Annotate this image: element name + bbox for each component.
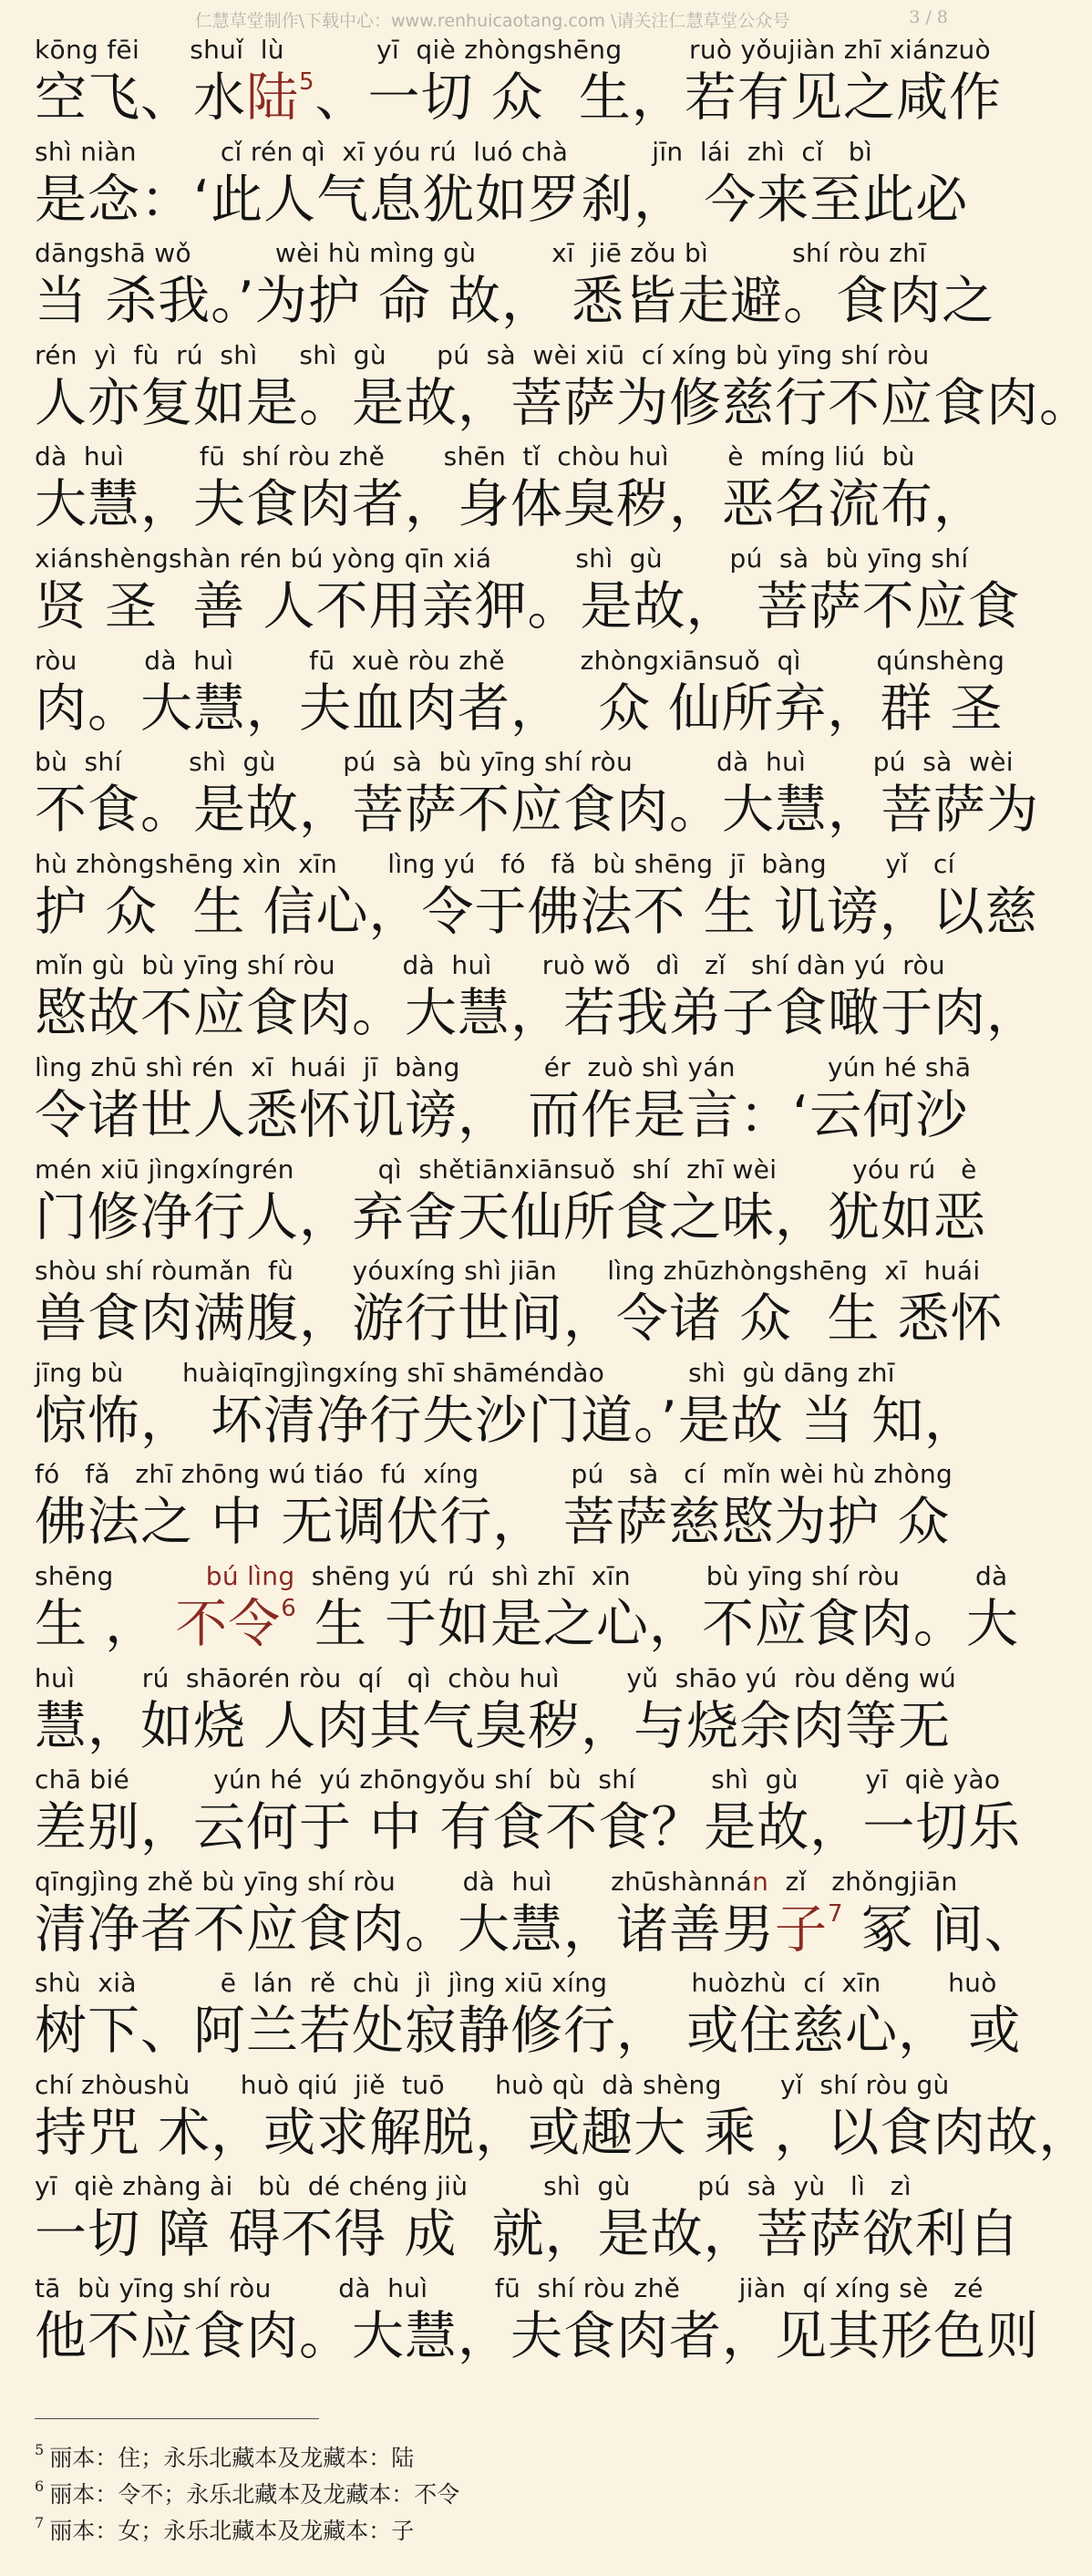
footnote-divider	[35, 2418, 319, 2419]
hanzi-row: 清净者不应食肉。大慧，诸善男子$^7$ 冢 间、	[35, 1898, 1037, 1960]
text-line	[35, 1459, 955, 1561]
footnote-text: 丽本：女；永乐北藏本及龙藏本：子	[49, 2518, 415, 2544]
text-line	[35, 645, 1005, 748]
footnote-ref[interactable]: 7	[828, 1899, 844, 1928]
text-line	[35, 1866, 1037, 1969]
pinyin-row: tā bù yīng shí ròu dà huì fū shí ròu zhě jiàn qí xíng sè zé	[35, 2273, 984, 2304]
text-line	[35, 747, 1039, 849]
text-line	[35, 848, 1038, 951]
pinyin-row: shòu shí ròumǎn fù yóuxíng shì jiān lìng zhūzhòngshēng xī huái	[35, 1256, 981, 1287]
text-line	[35, 2171, 1021, 2273]
text-line	[35, 543, 1021, 646]
pinyin-row: dà huì fū shí ròu zhě shēn tǐ chòu huì è míng liú bù	[35, 441, 915, 472]
hanzi-row: 惊怖， 坏清净行失沙门道。’是故 当 知，	[35, 1390, 977, 1451]
footnote-text: 丽本：住；永乐北藏本及龙藏本：陆	[49, 2445, 415, 2471]
text-line	[35, 1051, 972, 1154]
pinyin-row: hù zhòngshēng xìn xīn lìng yú fó fǎ bù shēng jī bàng yǐ cí	[35, 848, 955, 879]
pinyin-row: huì rú shāorén ròu qí qì chòu huì yǔ shāo yú ròu děng wú	[35, 1662, 957, 1693]
pinyin-row: bù shí shì gù pú sà bù yīng shí ròu dà huì pú sà wèi	[35, 747, 1014, 778]
page-header	[0, 5, 984, 31]
hanzi-row: 佛法之 中 无调伏行， 菩萨慈愍为护 众	[35, 1492, 951, 1553]
hanzi-row: 贤 圣 善 人不用亲狎。是故， 菩萨不应食	[35, 575, 1021, 636]
hanzi-row: 他不应食肉。大慧，夫食肉者，见其形色则	[35, 2306, 1039, 2367]
sutra-text	[35, 35, 1092, 2375]
pinyin-variant: bú lìng	[205, 1560, 295, 1591]
variant-character: 子	[775, 1898, 828, 1960]
footnote-number: 7	[35, 2514, 45, 2531]
pinyin-row: fó fǎ zhī zhōng wú tiáo fú xíng pú sà cí mǐn wèi hù zhòng	[35, 1459, 953, 1490]
text-line	[35, 1764, 1022, 1867]
footnote-number: 5	[35, 2441, 45, 2458]
text-line	[35, 1560, 1020, 1663]
pinyin-row: shì niàn cǐ rén qì xī yóu rú luó chà jīn lái zhì cǐ bì	[35, 136, 872, 167]
footnote-item	[35, 2477, 946, 2513]
hanzi-row: 差别，云何于 中 有食不食？是故，一切乐	[35, 1797, 1022, 1858]
text-line	[35, 950, 1039, 1052]
hanzi-row: 空飞、水陆$^5$、一切 众 生，若有见之咸作	[35, 67, 1002, 128]
footnote-item	[35, 2513, 946, 2550]
hanzi-row: 慧，如烧 人肉其气臭秽，与烧余肉等无	[35, 1695, 952, 1756]
footnotes	[35, 2440, 946, 2550]
footnote-text: 丽本：令不；永乐北藏本及龙藏本：不令	[49, 2481, 460, 2508]
hanzi-row: 生 ， 不令$^6$ 生 于如是之心，不应食肉。大	[35, 1593, 1020, 1654]
pinyin-row: mǐn gù bù yīng shí ròu dà huì ruò wǒ dì zǐ shí dàn yú ròu	[35, 950, 945, 981]
variant-character: 陆	[246, 67, 299, 128]
footnote-item	[35, 2440, 946, 2477]
pinyin-row: lìng zhū shì rén xī huái jī bàng ér zuò shì yán yún hé shā	[35, 1051, 972, 1082]
text-line	[35, 238, 995, 340]
hanzi-row: 护 众 生 信心，令于佛法不 生 讥谤，以慈	[35, 881, 1038, 942]
pinyin-row: jīng bù huàiqīngjìngxíng shī shāméndào shì gù dāng zhī	[35, 1357, 895, 1388]
hanzi-row: 持咒 术，或求解脱，或趣大 乘 ，以食肉故，	[35, 2102, 1092, 2163]
text-line	[35, 441, 986, 543]
page-number: 3 / 8	[909, 7, 948, 27]
hanzi-row: 愍故不应食肉。大慧，若我弟子食噉于肉，	[35, 983, 1039, 1044]
text-line	[35, 1154, 986, 1257]
hanzi-row: 门修净行人，弃舍天仙所食之味，犹如恶	[35, 1186, 986, 1247]
text-line	[35, 1357, 977, 1460]
variant-character: 不令	[175, 1593, 282, 1654]
pinyin-row: ròu dà huì fū xuè ròu zhě zhòngxiānsuǒ qì qúnshèng	[35, 645, 1005, 676]
hanzi-row: 不食。是故，菩萨不应食肉。大慧，菩萨为	[35, 780, 1039, 841]
pinyin-row: rén yì fù rú shì shì gù pú sà wèi xiū cí xíng bù yīng shí ròu	[35, 339, 930, 370]
footnote-number: 6	[35, 2478, 45, 2495]
hanzi-row: 一切 障 碍不得 成 就，是故，菩萨欲利自	[35, 2204, 1021, 2265]
pinyin-row: chí zhòushù huò qiú jiě tuō huò qù dà shèng yǐ shí ròu gù	[35, 2069, 950, 2100]
pinyin-row: yī qiè zhàng ài bù dé chéng jiù shì gù pú sà yù lì zì	[35, 2171, 912, 2202]
pinyin-row: qīngjìng zhě bù yīng shí ròu dà huì zhūshànnán zǐ zhǒngjiān	[35, 1866, 958, 1897]
text-line	[35, 1663, 955, 1765]
pinyin-row: shù xià ē lán rě chù jì jìng xiū xíng huòzhù cí xīn huò	[35, 1968, 997, 1999]
hanzi-row: 当 杀我。’为护 命 故， 悉皆走避。食肉之	[35, 271, 995, 332]
text-line	[35, 1256, 1004, 1358]
pinyin-row: chā bié yún hé yú zhōngyǒu shí bù shí shì gù yī qiè yào	[35, 1764, 1001, 1795]
hanzi-row: 是念：‘此人气息犹如罗刹， 今来至此必	[35, 169, 969, 230]
text-line	[35, 1968, 1022, 2070]
text-line	[35, 2273, 1039, 2375]
hanzi-row: 肉。大慧，夫血肉者， 众 仙所弃，群 圣	[35, 678, 1004, 739]
text-line	[35, 2069, 1092, 2172]
pinyin-row: xiánshèngshàn rén bú yòng qīn xiá shì gù pú sà bù yīng shí	[35, 543, 969, 574]
pinyin-variant: n	[752, 1866, 778, 1897]
hanzi-row: 令诸世人悉怀讥谤， 而作是言：‘云何沙	[35, 1084, 969, 1145]
text-line	[35, 136, 969, 239]
pinyin-row: shēng bú lìng shēng yú rú shì zhī xīn bù yīng shí ròu dà	[35, 1560, 1008, 1591]
hanzi-row: 树下、阿兰若处寂静修行， 或住慈心， 或	[35, 2001, 1022, 2062]
hanzi-row: 大慧，夫食肉者，身体臭秽，恶名流布，	[35, 474, 986, 535]
text-line	[35, 339, 1092, 442]
footnote-ref[interactable]: 5	[299, 68, 315, 96]
pinyin-row: dāngshā wǒ wèi hù mìng gù xī jiē zǒu bì shí ròu zhī	[35, 238, 927, 269]
text-line	[35, 35, 1002, 137]
pinyin-row: mén xiū jìngxíngrén qì shětiānxiānsuǒ shí zhī wèi yóu rú è	[35, 1154, 977, 1185]
footnote-ref[interactable]: 6	[281, 1594, 297, 1622]
pinyin-row: kōng fēi shuǐ lù yī qiè zhòngshēng ruò yǒujiàn zhī xiánzuò	[35, 35, 991, 65]
hanzi-row: 兽食肉满腹，游行世间，令诸 众 生 悉怀	[35, 1288, 1004, 1350]
hanzi-row: 人亦复如是。是故，菩萨为修慈行不应食肉。	[35, 372, 1092, 433]
header-source: 仁慧草堂制作\下载中心：www.renhuicaotang.com \请关注仁慧草堂公众号	[194, 11, 790, 31]
